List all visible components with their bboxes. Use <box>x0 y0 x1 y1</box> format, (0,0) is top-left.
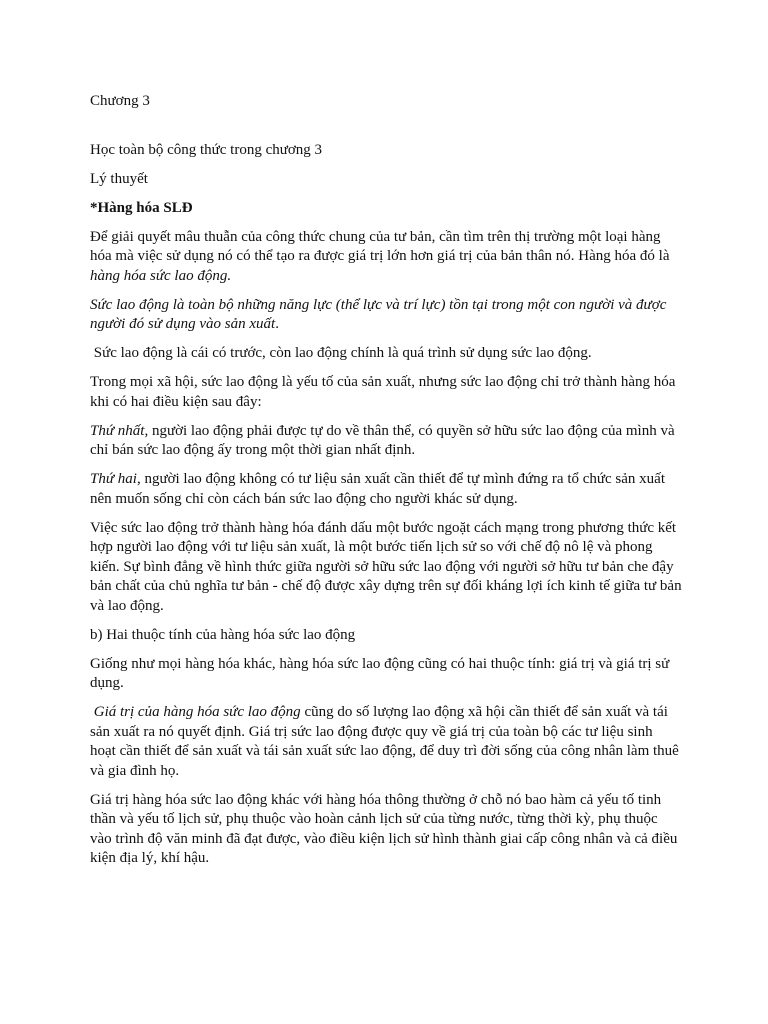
paragraph-1 <box>90 228 682 287</box>
paragraph-10-text: cũng do số lượng lao động xã hội cần thiết để sản xuất và tái sản xuất ra nó quyết định. Giá trị sức lao động được quy về giá trị của toàn bộ các tư liệu sinh hoạt cần thiết để sản xuất và tái sản xuất sức lao động, để duy trì đời sống của công nhân làm thuê và gia đình họ. <box>90 704 679 779</box>
paragraph-2-italic: Sức lao động là toàn bộ những năng lực (thể lực và trí lực) tồn tại trong một con người và được người đó sử dụng vào sản xuất <box>90 296 667 332</box>
paragraph-10 <box>90 703 682 781</box>
subsection-heading: b) Hai thuộc tính của hàng hóa sức lao động <box>90 626 356 643</box>
section-heading: *Hàng hóa SLĐ <box>90 199 193 216</box>
paragraph-9: Giống như mọi hàng hóa khác, hàng hóa sức lao động cũng có hai thuộc tính: giá trị và giá trị sử dụng. <box>90 655 670 691</box>
paragraph-1-text: Để giải quyết mâu thuẫn của công thức chung của tư bản, cần tìm trên thị trường một loại hàng hóa mà việc sử dụng nó có thể tạo ra được giá trị lớn hơn giá trị của bản thân nó. Hàng hóa đó là <box>90 228 670 264</box>
paragraph-7: Việc sức lao động trở thành hàng hóa đánh dấu một bước ngoặt cách mạng trong phương thức kết hợp người lao động với tư liệu sản xuất, là một bước tiến lịch sử so với chế độ nô lệ và phong kiến. Sự bình đẳng về hình thức giữa người sở hữu sức lao động với người sở hữu tư bản che đậy bản chất của chủ nghĩa tư bản - chế độ được xây dựng trên sự đối kháng lợi ích kinh tế giữa tư bản và lao động. <box>90 519 682 614</box>
document-page <box>90 92 682 878</box>
paragraph-2-end: . <box>275 316 279 332</box>
paragraph-6 <box>90 470 682 509</box>
paragraph-3-text: Sức lao động là cái có trước, còn lao động chính là quá trình sử dụng sức lao động. <box>90 345 592 361</box>
paragraph-11: Giá trị hàng hóa sức lao động khác với hàng hóa thông thường ở chỗ nó bao hàm cả yếu tố tinh thần và yếu tố lịch sử, phụ thuộc vào hoàn cảnh lịch sử của từng nước, từng thời kỳ, phụ thuộc vào trình độ văn minh đã đạt được, vào điều kiện lịch sử hình thành giai cấp công nhân và cả điều kiện địa lý, khí hậu. <box>90 791 678 866</box>
paragraph-2 <box>90 296 682 335</box>
theory-label: Lý thuyết <box>90 170 148 187</box>
paragraph-5 <box>90 422 682 461</box>
paragraph-3 <box>90 344 682 364</box>
chapter-title: Chương 3 <box>90 93 150 109</box>
paragraph-5-italic: Thứ nhất <box>90 422 145 439</box>
paragraph-4: Trong mọi xã hội, sức lao động là yếu tố của sản xuất, nhưng sức lao động chỉ trở thành hàng hóa khi có hai điều kiện sau đây: <box>90 374 676 410</box>
paragraph-1-italic: hàng hóa sức lao động. <box>90 267 232 284</box>
study-note: Học toàn bộ công thức trong chương 3 <box>90 141 323 158</box>
paragraph-10-italic: Giá trị của hàng hóa sức lao động <box>90 704 301 720</box>
paragraph-5-text: , người lao động phải được tự do về thân thể, có quyền sở hữu sức lao động của mình và chỉ bán sức lao động ấy trong một thời gian nhất định. <box>90 422 675 458</box>
paragraph-6-italic: Thứ hai <box>90 471 137 487</box>
paragraph-6-text: , người lao động không có tư liệu sản xuất cần thiết để tự mình đứng ra tổ chức sản xuất nên muốn sống chỉ còn cách bán sức lao động cho người khác sử dụng. <box>90 471 666 507</box>
